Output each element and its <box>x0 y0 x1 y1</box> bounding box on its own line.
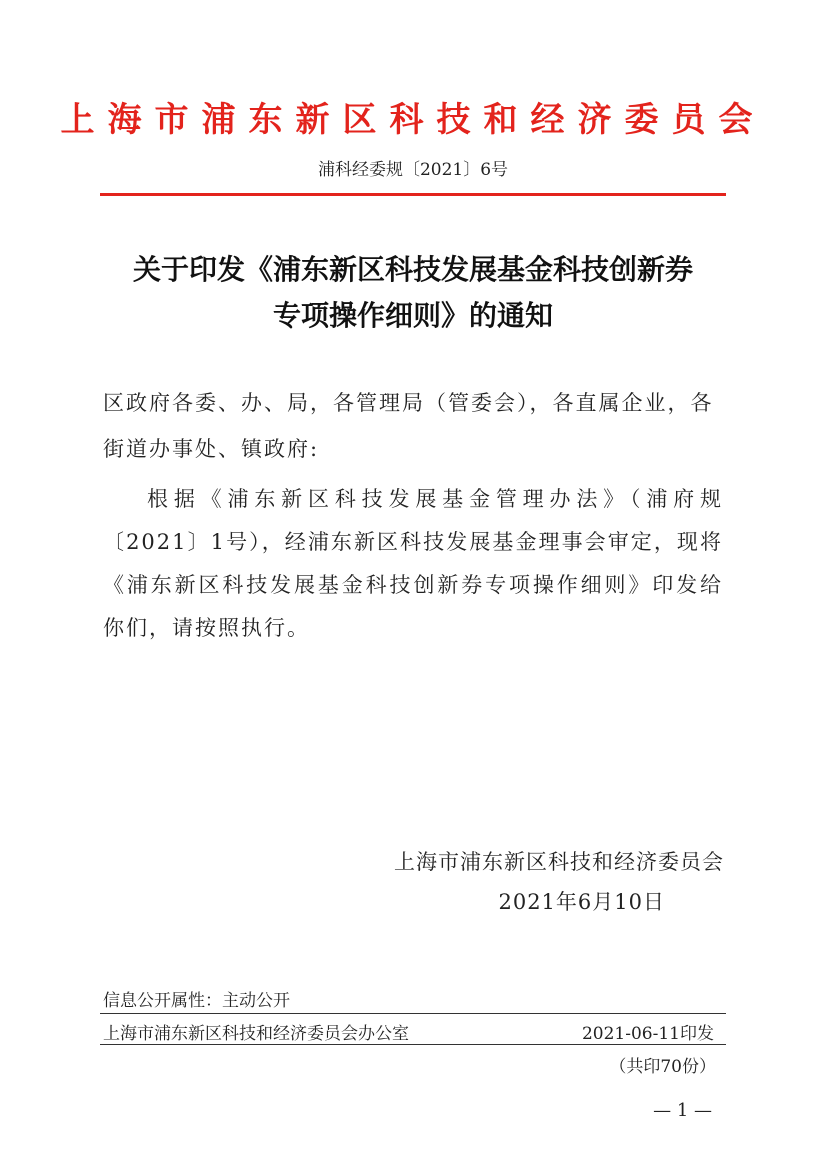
title-line-1: 关于印发《浦东新区科技发展基金科技创新券 <box>132 253 693 286</box>
addressee: 区政府各委、办、局，各管理局（管委会），各直属企业，各街道办事处、镇政府: <box>103 391 714 461</box>
footer-top-rule <box>100 1013 726 1014</box>
copies-count: （共印70份） <box>609 1057 716 1077</box>
document-title <box>60 247 766 339</box>
printing-office: 上海市浦东新区科技和经济委员会办公室 <box>103 1024 409 1044</box>
print-date: 2021-06-11印发 <box>581 1024 714 1044</box>
disclosure-attribute: 信息公开属性：主动公开 <box>103 991 290 1011</box>
signature-date: 2021年6月10日 <box>498 890 665 914</box>
title-line-2: 专项操作细则》的通知 <box>272 299 553 332</box>
page-number: — 1 — <box>653 1100 712 1121</box>
footer-bottom-rule <box>100 1044 726 1045</box>
issuing-org-header: 上海市浦东新区科技和经济委员会 <box>60 100 766 140</box>
document-number: 浦科经委规〔2021〕6号 <box>317 160 509 180</box>
signature-org: 上海市浦东新区科技和经济委员会 <box>394 850 724 874</box>
body-paragraph: 根据《浦东新区科技发展基金管理办法》（浦府规〔2021〕1号），经浦东新区科技发展基金理事会审定，现将《浦东新区科技发展基金科技创新券专项操作细则》印发给你们，请按照执行。 <box>103 487 723 640</box>
red-divider <box>100 193 726 196</box>
